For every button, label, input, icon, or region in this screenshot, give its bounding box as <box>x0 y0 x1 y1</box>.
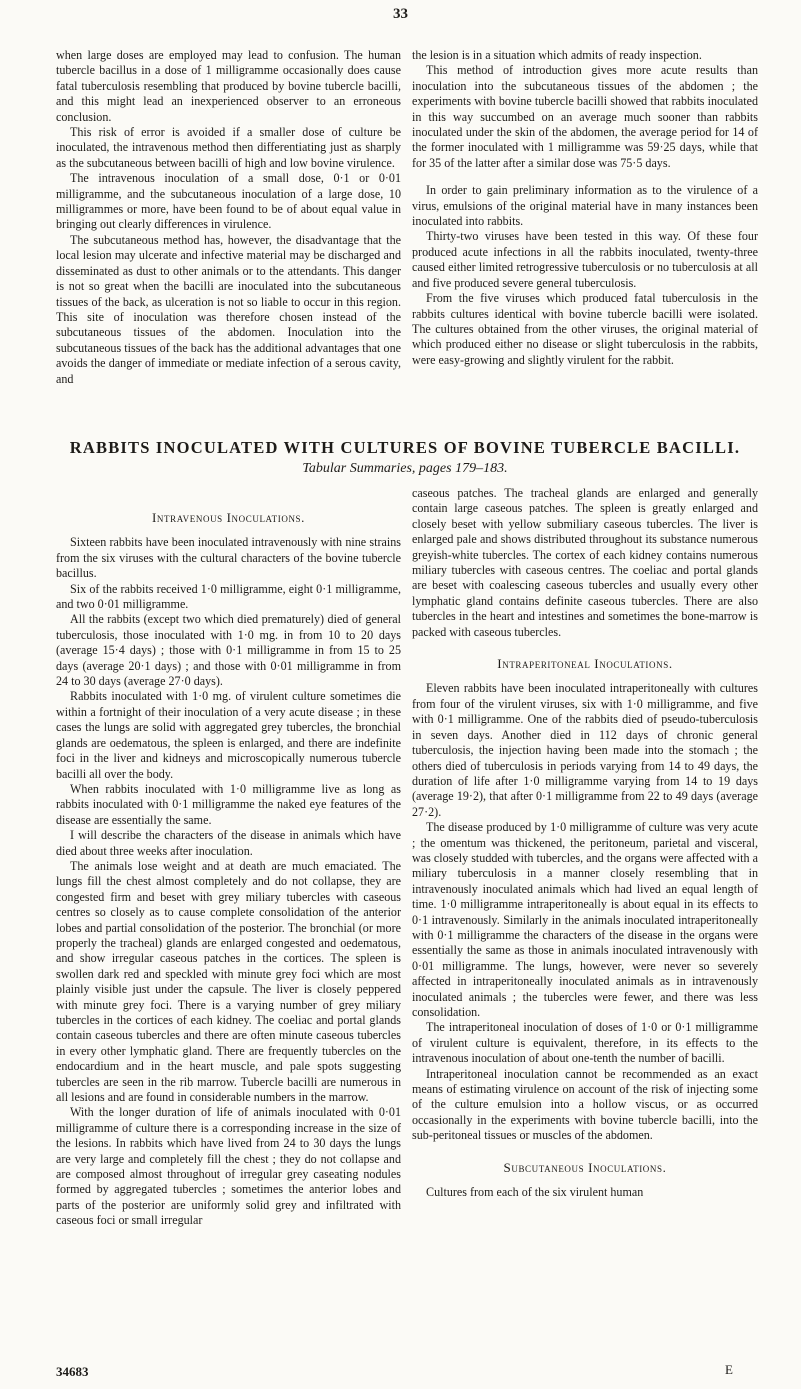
subsection-heading: Intraperitoneal Inoculations. <box>497 656 673 672</box>
paragraph: I will describe the characters of the disease in animals which have died about three weeks after inoculation. <box>56 828 401 858</box>
paragraph: Eleven rabbits have been inoculated intraperitoneally with cultures from four of the virulent viruses, six with 1·0 milligramme, and five with 0·1 milligramme. One of the rabbits died of pseudo-tuberculosis in seven days. Another died in 112 days of chronic general tuberculosis, the injection having been made into the stomach ; the others died of tuberculosis in periods varying from 14 to 49 days, the duration of life after 1·0 milligramme varying from 14 to 19 days (average 19·2), that after 0·1 milligramme from 22 to 49 days (average 27·2). <box>412 681 758 819</box>
print-code: 34683 <box>56 1364 89 1379</box>
paragraph: The animals lose weight and at death are much emaciated. The lungs fill the chest almost completely and do not collapse, they are congested firm and beset with grey miliary tubercles with caseous centres so closely as to cause complete consolidation of the anterior lobes and partial consolidation of the posterior. The bronchial (or more properly the tracheal) glands are enlarged congested and oedematous, and show irregular caseous patches in the cortices. The spleen is swollen dark red and speckled with minute grey foci which are most plainly visible just under the capsule. The liver is closely peppered with minute grey foci. There is a varying number of grey miliary tubercles in the cortices of each kidney. The coeliac and portal glands contain caseous tubercles and there are often minute caseous tubercles in every other lymphatic gland. There are frequently tubercles on the endocardium and in the heart muscle, and pale spots suggesting tubercles are seen in the rib marrow. Tubercle bacilli are numerous in all lesions and are found in considerable numbers in the marrow. <box>56 858 401 1105</box>
paragraph: caseous patches. The tracheal glands are enlarged and generally contain large caseous patches. The spleen is greatly enlarged and closely beset with yellow submiliary caseous tubercles. The liver is enlarged pale and shows distributed throughout its substance numerous greyish-white tubercles. The cortex of each kidney contains numerous miliary tubercles with caseous centres. The coeliac and portal glands are beset with coalescing caseous tubercles and usually every other lymphatic gland contains definite caseous tubercles. There are also tubercles in the heart and intestines and sometimes the bone-marrow is packed with caseous tubercles. <box>412 486 758 639</box>
paragraph: the lesion is in a situation which admits of ready inspection. <box>412 48 702 62</box>
page-number: 33 <box>393 6 408 22</box>
paragraph: Sixteen rabbits have been inoculated intravenously with nine strains from the six viruses with the cultural characters of the bovine tubercle bacillus. <box>56 535 401 581</box>
paragraph: Cultures from each of the six virulent human <box>426 1185 644 1200</box>
paragraph: All the rabbits (except two which died prematurely) died of general tuberculosis, those inoculated with 1·0 mg. in from 10 to 20 days (average 15·4 days) ; those with 0·1 milligramme in from 15 to 25 days (average 20·1 days) ; and those with 0·01 milligramme in from 24 to 30 days (average 27·0 days). <box>56 612 401 689</box>
paragraph: This risk of error is avoided if a smaller dose of culture be inoculated, the intravenous method then differentiating just as sharply as the subcutaneous between bacilli of high and low bovine virulence. <box>56 125 401 170</box>
paragraph: This method of introduction gives more acute results than inoculation into the subcutaneous tissues of the abdomen ; the experiments with bovine tubercle bacilli showed that rabbits inoculated in this way succumbed on an average much sooner than rabbits inoculated under the skin of the abdomen, the average period for 14 of the former inoculated with 1 milligramme was 59·25 days, while that for 35 of the latter after a similar dose was 75·5 days. <box>412 63 758 170</box>
section-band <box>40 438 770 477</box>
section-title: RABBITS INOCULATED WITH CULTURES OF BOVINE TUBERCLE BACILLI. <box>69 438 741 457</box>
bottom-left-column <box>56 506 401 1229</box>
paragraph: In order to gain preliminary information as to the virulence of a virus, emulsions of the original material have in many instances been inoculated into rabbits. <box>412 183 758 229</box>
subsection-heading: Intravenous Inoculations. <box>152 510 305 525</box>
paragraph: Rabbits inoculated with 1·0 mg. of virulent culture sometimes die within a fortnight of their inoculation of a very acute disease ; in these cases the lungs are solid with aggregated grey tubercles, the bronchial glands are oedematous, the spleen is enlarged, and there are indefinite foci in the liver and kidneys and microscopically numerous tubercle bacilli all over the body. <box>56 689 401 781</box>
paragraph: when large doses are employed may lead to confusion. The human tubercle bacillus in a dose of 1 milligramme occasionally does cause fatal tuberculosis resembling that produced by bovine tubercle bacilli, and this might lead an inexperienced observer to an erroneous conclusion. <box>56 48 401 124</box>
subsection-heading: Subcutaneous Inoculations. <box>503 1159 667 1175</box>
paragraph: Six of the rabbits received 1·0 milligramme, eight 0·1 milligramme, and two 0·01 milligramme. <box>56 581 401 612</box>
top-right-column <box>412 48 758 368</box>
paragraph: The disease produced by 1·0 milligramme of culture was very acute ; the omentum was thickened, the peritoneum, parietal and visceral, was closely studded with tubercles, and the organs were affected with a miliary tuberculosis in a manner closely resembling that in intravenously inoculated animals which had lived an equal length of time. 1·0 milligramme intraperitoneally is about equal in its effects to 0·1 intravenously. Similarly in the animals inoculated intraperitoneally with 0·1 milligramme the characters of the disease in the organs were essentially the same as those in animals inoculated intravenously with 0·01 milligramme. The lungs, however, were never so severely affected in intraperitoneally inoculated animals as in intravenously inoculated animals ; the tubercles were fewer, and there was less consolidation. <box>412 820 758 1019</box>
paragraph: When rabbits inoculated with 1·0 milligramme live as long as rabbits inoculated with 0·1 milligramme the naked eye features of the disease are essentially the same. <box>56 781 401 827</box>
paragraph: Thirty-two viruses have been tested in this way. Of these four produced acute infections in all the rabbits inoculated, twenty-three caused either limited retrogressive tuberculosis or no tuberculosis at all and five produced severe general tuberculosis. <box>412 229 758 290</box>
paragraph: With the longer duration of life of animals inoculated with 0·01 milligramme of culture there is a corresponding increase in the size of the lesions. In rabbits which have lived from 24 to 30 days the lungs are very large and completely fill the chest ; they do not collapse and are composed almost throughout of irregular grey caseating nodules formed by aggregated tubercles ; sometimes the anterior lobes and parts of the posterior are uniformly solid grey and infiltrated with caseous foci or small irregular <box>56 1105 401 1228</box>
paragraph: The subcutaneous method has, however, the disadvantage that the local lesion may ulcerate and infective material may be discharged and disseminated as dust to other animals or to the attendants. This danger is not so great when the bacilli are inoculated into the subcutaneous tissues of the back, as ulceration is not so liable to occur in this region. This site of inoculation was therefore chosen instead of the subcutaneous tissues of the abdomen. Inoculation into the subcutaneous tissues of the back has the additional advantages that one avoids the danger of immediate or mediate infection of a serous cavity, and <box>56 232 401 386</box>
paragraph: From the five viruses which produced fatal tuberculosis in the rabbits cultures identical with bovine tubercle bacilli were isolated. The cultures obtained from the other viruses, the original material of which produced either no disease or slight tuberculosis in the rabbits, were easy-growing and slightly virulent for the rabbit. <box>412 291 758 367</box>
paragraph: The intraperitoneal inoculation of doses of 1·0 or 0·1 milligramme of virulent culture is equivalent, therefore, in its effects to the intravenous inoculation of about one-tenth the number of bacilli. <box>412 1020 758 1066</box>
paragraph: Intraperitoneal inoculation cannot be recommended as an exact means of estimating virulence on account of the risk of injecting some of the culture emulsion into a hollow viscus, or as occurred occasionally in the experiments with bovine tubercle bacilli, into the sub-peritoneal tissues or muscles of the abdomen. <box>412 1066 758 1143</box>
signature-mark: E <box>725 1362 733 1377</box>
paragraph: The intravenous inoculation of a small dose, 0·1 or 0·01 milligramme, and the subcutaneous inoculation of a large dose, 10 milligrammes or more, have been found to be of about equal value in bringing out clearly differences in virulence. <box>56 171 401 232</box>
top-left-column <box>56 48 401 387</box>
section-subtitle: Tabular Summaries, pages 179–183. <box>302 461 508 476</box>
bottom-right-column <box>412 486 758 1200</box>
